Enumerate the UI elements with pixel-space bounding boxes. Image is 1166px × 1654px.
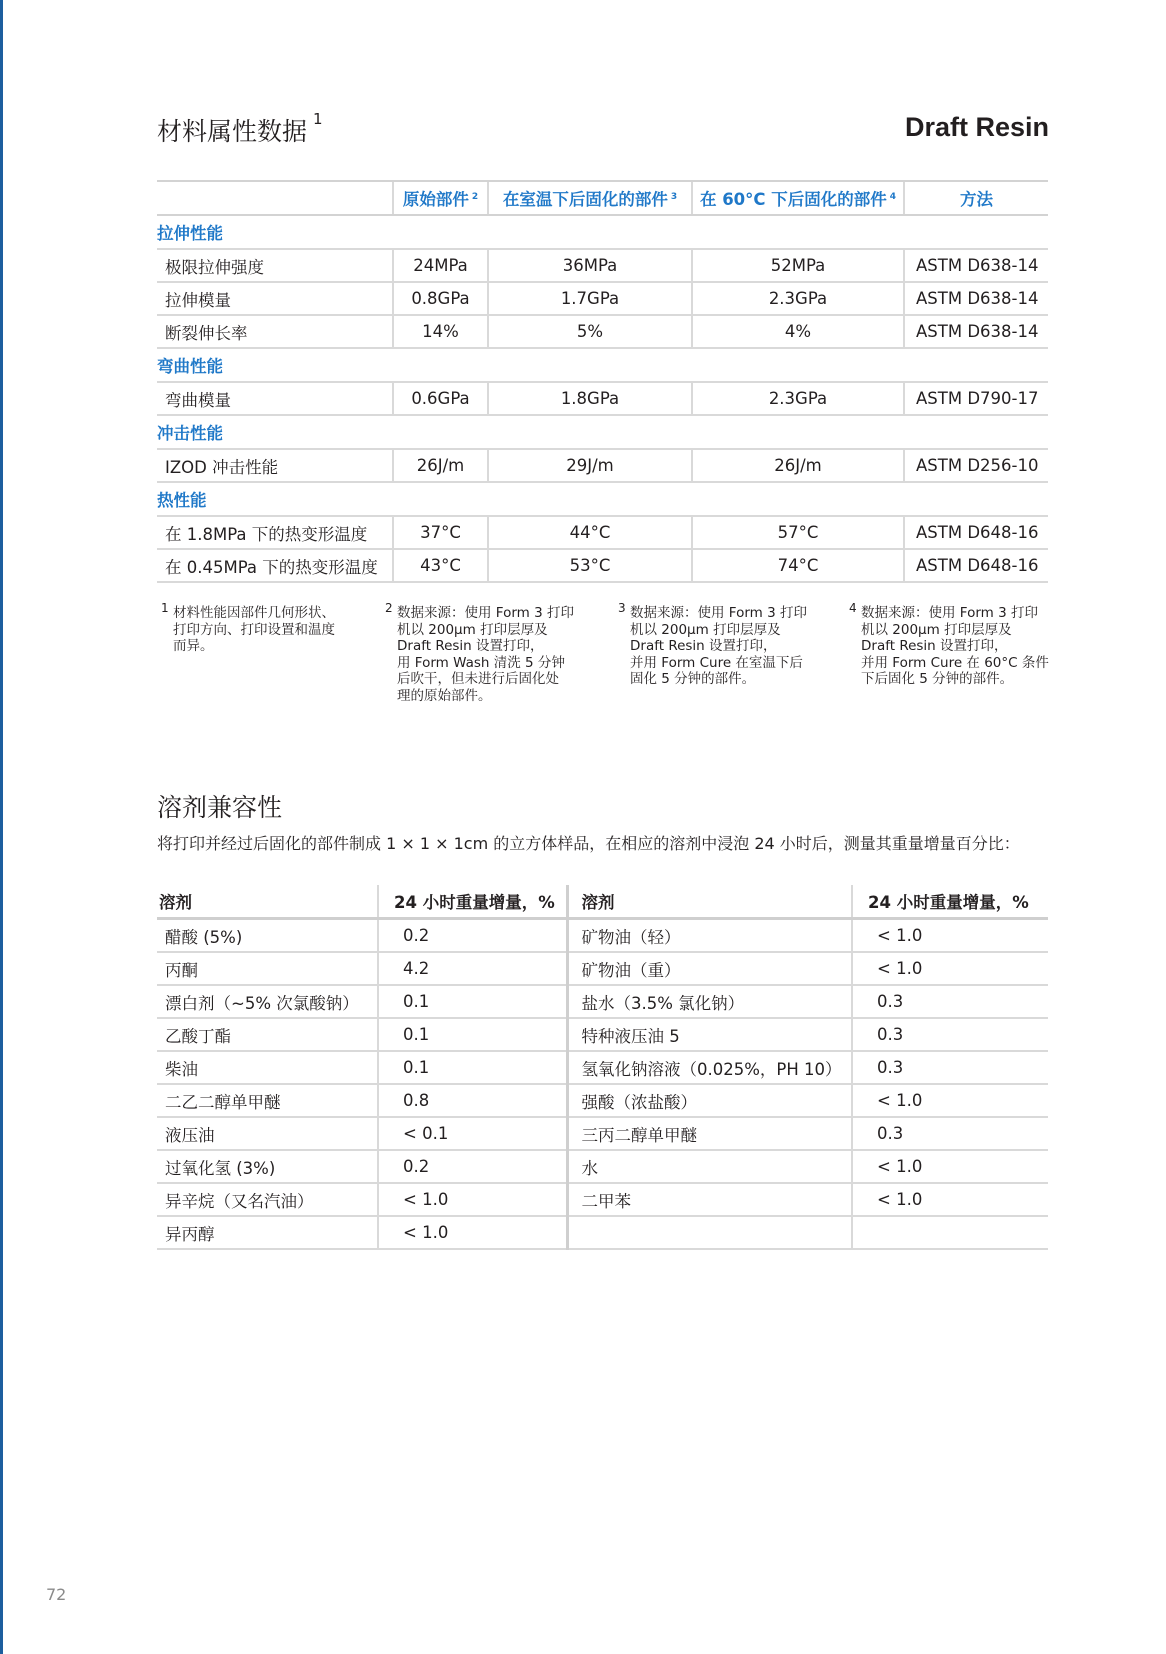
property-label: 弯曲模量 xyxy=(157,382,393,415)
weight-gain: < 1.0 xyxy=(852,1183,1048,1216)
properties-table xyxy=(157,180,1048,583)
footnote-number: 4 xyxy=(849,601,857,615)
solvent-name: 过氧化氢 (3%) xyxy=(157,1150,378,1183)
value-60c: 2.3GPa xyxy=(692,282,904,315)
footnote-text: 数据来源：使用 Form 3 打印 机以 200μm 打印层厚及 Draft Resin 设置打印， 并用 Form Cure 在室温下后 固化 5 分钟的部件。 xyxy=(630,605,807,687)
weight-gain xyxy=(852,1216,1048,1249)
value-method: ASTM D648-16 xyxy=(904,516,1048,549)
value-method: ASTM D638-14 xyxy=(904,315,1048,348)
footnote-ref: 1 xyxy=(313,110,323,128)
footnote-number: 1 xyxy=(161,601,169,615)
footnote-number: 3 xyxy=(618,601,626,615)
header-weight-gain-right: 24 小时重量增量，% xyxy=(852,885,1048,919)
section-label: 弯曲性能 xyxy=(157,357,223,376)
solvent-name: 特种液压油 5 xyxy=(567,1018,852,1051)
footnote-text: 数据来源：使用 Form 3 打印 机以 200μm 打印层厚及 Draft Resin 设置打印， 用 Form Wash 清洗 5 分钟 后吹干，但未进行后固化处 理的原始部件。 xyxy=(397,605,574,704)
document-title: Draft Resin xyxy=(904,112,1049,142)
value-room-temp: 5% xyxy=(488,315,692,348)
solvent-name: 乙酸丁酯 xyxy=(157,1018,378,1051)
property-row xyxy=(157,249,1048,282)
property-label: 拉伸模量 xyxy=(157,282,393,315)
solvent-name: 盐水（3.5% 氯化钠） xyxy=(567,985,852,1018)
property-label: 极限拉伸强度 xyxy=(157,249,393,282)
property-row xyxy=(157,549,1048,582)
section-row-impact xyxy=(157,415,1048,449)
solvent-table xyxy=(157,885,1048,1250)
page-edge-rule xyxy=(0,0,3,1654)
solvent-name: 柴油 xyxy=(157,1051,378,1084)
value-raw: 43°C xyxy=(393,549,488,582)
solvent-name: 液压油 xyxy=(157,1117,378,1150)
section-row-thermal xyxy=(157,482,1048,516)
weight-gain: < 1.0 xyxy=(852,919,1048,953)
property-label: 在 1.8MPa 下的热变形温度 xyxy=(157,516,393,549)
value-room-temp: 36MPa xyxy=(488,249,692,282)
properties-header-row xyxy=(157,181,1048,215)
footnote-3 xyxy=(618,601,840,688)
section-label: 热性能 xyxy=(157,491,207,510)
solvent-name: 醋酸 (5%) xyxy=(157,919,378,953)
header-raw-part: 原始部件 $^2$ xyxy=(393,181,488,215)
footnote-number: 2 xyxy=(385,601,393,615)
value-raw: 14% xyxy=(393,315,488,348)
footnote-text: 数据来源：使用 Form 3 打印 机以 200μm 打印层厚及 Draft Resin 设置打印， 并用 Form Cure 在 60°C 条件 下后固化 5 分钟的部件。 xyxy=(861,605,1049,687)
value-60c: 57°C xyxy=(692,516,904,549)
section-row-tensile xyxy=(157,215,1048,249)
header-blank xyxy=(157,181,393,215)
header-weight-gain-left: 24 小时重量增量，% xyxy=(378,885,567,919)
solvent-name: 矿物油（重） xyxy=(567,952,852,985)
value-method: ASTM D638-14 xyxy=(904,249,1048,282)
value-method: ASTM D648-16 xyxy=(904,549,1048,582)
weight-gain: 0.8 xyxy=(378,1084,567,1117)
value-room-temp: 1.8GPa xyxy=(488,382,692,415)
solvent-row xyxy=(157,1216,1048,1249)
solvent-name: 丙酮 xyxy=(157,952,378,985)
weight-gain: < 1.0 xyxy=(378,1216,567,1249)
solvent-row xyxy=(157,1018,1048,1051)
value-60c: 74°C xyxy=(692,549,904,582)
weight-gain: 0.1 xyxy=(378,1051,567,1084)
value-60c: 52MPa xyxy=(692,249,904,282)
footnote-2 xyxy=(385,601,607,704)
value-method: ASTM D790-17 xyxy=(904,382,1048,415)
property-row xyxy=(157,282,1048,315)
value-room-temp: 1.7GPa xyxy=(488,282,692,315)
property-label: 断裂伸长率 xyxy=(157,315,393,348)
value-raw: 24MPa xyxy=(393,249,488,282)
weight-gain: < 1.0 xyxy=(852,952,1048,985)
weight-gain: < 1.0 xyxy=(852,1084,1048,1117)
header-room-temp-cured: 在室温下后固化的部件 $^3$ xyxy=(488,181,692,215)
weight-gain: 0.3 xyxy=(852,985,1048,1018)
solvent-row xyxy=(157,1150,1048,1183)
solvent-header-row xyxy=(157,885,1048,919)
value-room-temp: 29J/m xyxy=(488,449,692,482)
weight-gain: 0.3 xyxy=(852,1051,1048,1084)
value-60c: 26J/m xyxy=(692,449,904,482)
solvent-name: 氢氧化钠溶液（0.025%，PH 10） xyxy=(567,1051,852,1084)
section-title-solvent: 溶剂兼容性 xyxy=(157,793,283,822)
weight-gain: 0.2 xyxy=(378,919,567,953)
weight-gain: 0.1 xyxy=(378,985,567,1018)
solvent-name: 三丙二醇单甲醚 xyxy=(567,1117,852,1150)
page-number: 72 xyxy=(46,1585,67,1604)
value-raw: 0.8GPa xyxy=(393,282,488,315)
weight-gain: 0.2 xyxy=(378,1150,567,1183)
solvent-name: 矿物油（轻） xyxy=(567,919,852,953)
weight-gain: < 1.0 xyxy=(378,1183,567,1216)
solvent-row xyxy=(157,1051,1048,1084)
property-row xyxy=(157,382,1048,415)
weight-gain: 0.1 xyxy=(378,1018,567,1051)
section-label: 拉伸性能 xyxy=(157,224,223,243)
weight-gain: 0.3 xyxy=(852,1018,1048,1051)
weight-gain: 4.2 xyxy=(378,952,567,985)
solvent-description: 将打印并经过后固化的部件制成 1 × 1 × 1cm 的立方体样品，在相应的溶剂中浸泡 24 小时后，测量其重量增量百分比： xyxy=(157,834,1020,853)
solvent-name: 二乙二醇单甲醚 xyxy=(157,1084,378,1117)
solvent-row xyxy=(157,919,1048,953)
property-row xyxy=(157,516,1048,549)
value-room-temp: 44°C xyxy=(488,516,692,549)
solvent-name: 二甲苯 xyxy=(567,1183,852,1216)
solvent-name: 异丙醇 xyxy=(157,1216,378,1249)
solvent-name: 漂白剂（~5% 次氯酸钠） xyxy=(157,985,378,1018)
solvent-row xyxy=(157,985,1048,1018)
footnote-1 xyxy=(161,601,363,655)
header-method: 方法 xyxy=(904,181,1048,215)
solvent-row xyxy=(157,952,1048,985)
value-method: ASTM D638-14 xyxy=(904,282,1048,315)
value-raw: 26J/m xyxy=(393,449,488,482)
footnote-text: 材料性能因部件几何形状、 打印方向、打印设置和温度 而异。 xyxy=(173,605,335,654)
solvent-row xyxy=(157,1084,1048,1117)
solvent-name: 水 xyxy=(567,1150,852,1183)
header-solvent-left: 溶剂 xyxy=(157,885,378,919)
value-60c: 2.3GPa xyxy=(692,382,904,415)
weight-gain: 0.3 xyxy=(852,1117,1048,1150)
section-row-flexural xyxy=(157,348,1048,382)
property-row xyxy=(157,449,1048,482)
property-row xyxy=(157,315,1048,348)
header-60c-cured: 在 60°C 下后固化的部件 $^4$ xyxy=(692,181,904,215)
property-label: 在 0.45MPa 下的热变形温度 xyxy=(157,549,393,582)
property-label: IZOD 冲击性能 xyxy=(157,449,393,482)
weight-gain: < 1.0 xyxy=(852,1150,1048,1183)
solvent-name: 强酸（浓盐酸） xyxy=(567,1084,852,1117)
solvent-name xyxy=(567,1216,852,1249)
section-title-material-properties: 材料属性数据 $^1$ xyxy=(157,110,323,146)
section-label: 冲击性能 xyxy=(157,424,223,443)
value-method: ASTM D256-10 xyxy=(904,449,1048,482)
value-60c: 4% xyxy=(692,315,904,348)
solvent-row xyxy=(157,1117,1048,1150)
weight-gain: < 0.1 xyxy=(378,1117,567,1150)
value-raw: 37°C xyxy=(393,516,488,549)
solvent-name: 异辛烷（又名汽油） xyxy=(157,1183,378,1216)
solvent-row xyxy=(157,1183,1048,1216)
value-room-temp: 53°C xyxy=(488,549,692,582)
value-raw: 0.6GPa xyxy=(393,382,488,415)
header-solvent-right: 溶剂 xyxy=(567,885,852,919)
footnote-4 xyxy=(849,601,1071,688)
